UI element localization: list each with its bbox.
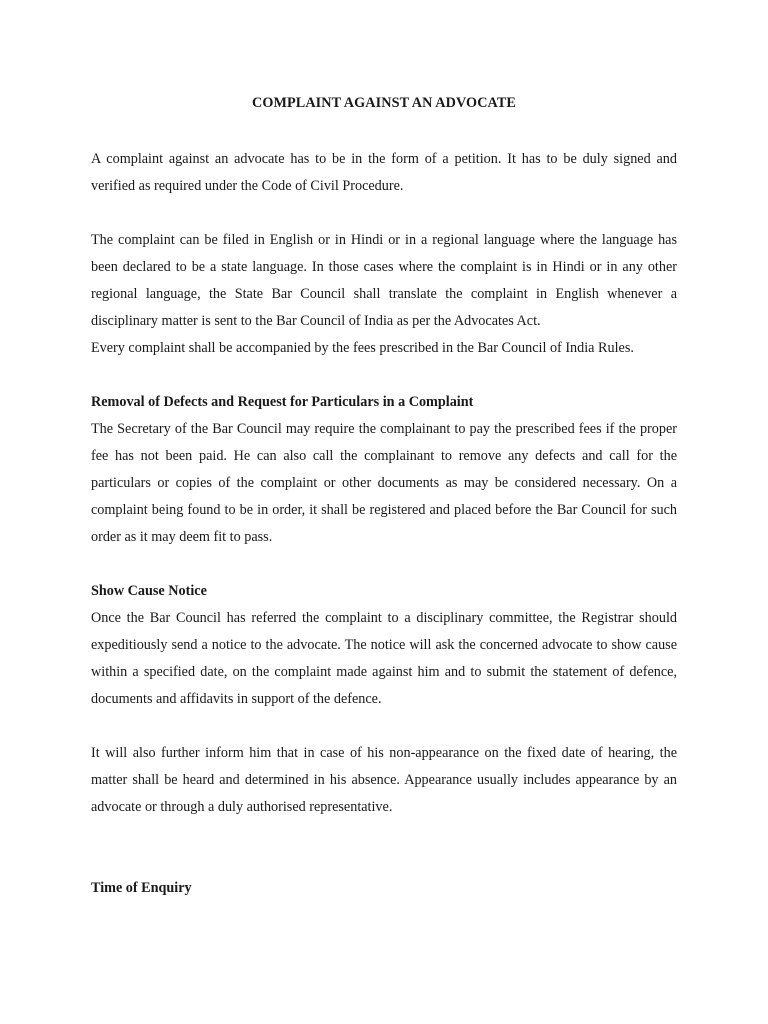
paragraph-show-cause: Once the Bar Council has referred the complaint to a disciplinary committee, the Registrar should expeditiously send a notice to the advocate. The notice will ask the concerned advocate to show cause within a specified date, on the complaint made against him and to submit the statement of defence, documents and affidavits in support of the defence.: [91, 610, 677, 707]
section-heading-time-of-enquiry: Time of Enquiry: [91, 880, 192, 896]
paragraph-petition-form: A complaint against an advocate has to be in the form of a petition. It has to be duly signed and verified as required under the Code of Civil Procedure.: [91, 151, 677, 194]
paragraph-language: The complaint can be filed in English or in Hindi or in a regional language where the language has been declared to be a state language. In those cases where the complaint is in Hindi or in any other regional language, the State Bar Council shall translate the complaint in English whenever a disciplinary matter is sent to the Bar Council of India as per the Advocates Act.: [91, 232, 677, 329]
section-heading-removal-of-defects: Removal of Defects and Request for Particulars in a Complaint: [91, 394, 474, 410]
paragraph-non-appearance: It will also further inform him that in case of his non-appearance on the fixed date of hearing, the matter shall be heard and determined in his absence. Appearance usually includes appearance by an advocate or through a duly authorised representative.: [91, 745, 677, 815]
paragraph-fees: Every complaint shall be accompanied by the fees prescribed in the Bar Council of India Rules.: [91, 340, 634, 356]
paragraph-secretary: The Secretary of the Bar Council may require the complainant to pay the prescribed fees if the proper fee has not been paid. He can also call the complainant to remove any defects and call for the particulars or copies of the complaint or other documents as may be considered necessary. On a complaint being found to be in order, it shall be registered and placed before the Bar Council for such order as it may deem fit to pass.: [91, 421, 677, 545]
document-title: COMPLAINT AGAINST AN ADVOCATE: [252, 95, 516, 111]
document-body: [91, 93, 677, 902]
section-heading-show-cause-notice: Show Cause Notice: [91, 583, 207, 599]
